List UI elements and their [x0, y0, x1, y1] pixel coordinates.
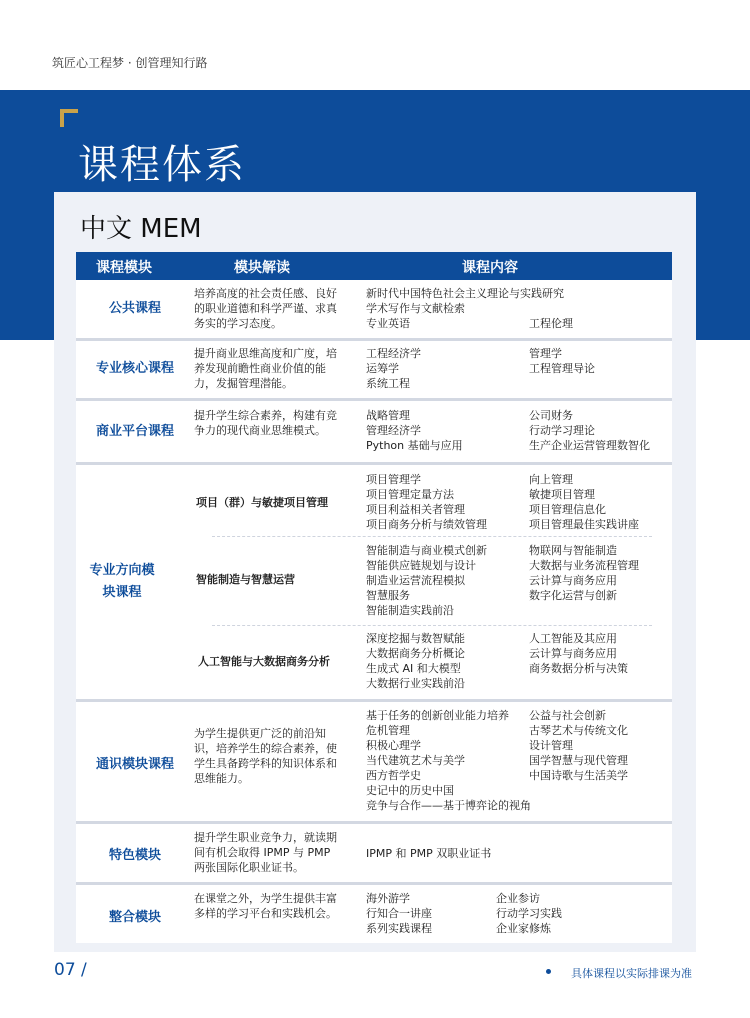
- module-description: 在课堂之外，为学生提供丰富多样的学习平台和实践机会。: [194, 892, 337, 920]
- module-name: 专业方向模块课程: [89, 563, 155, 600]
- course-item: 战略管理: [366, 409, 410, 422]
- course-item: 智能制造实践前沿: [366, 604, 454, 617]
- table-row: [76, 280, 672, 338]
- course-item: 深度挖掘与数智赋能: [366, 632, 465, 645]
- course-item: 智能制造与商业模式创新: [366, 544, 487, 557]
- course-item: 管理学: [529, 347, 562, 360]
- course-item: 工程伦理: [529, 317, 573, 330]
- course-item: 项目利益相关者管理: [366, 503, 465, 516]
- corner-accent: [60, 109, 78, 127]
- course-item: 敏捷项目管理: [529, 488, 595, 501]
- module-description: 培养高度的社会责任感、良好的职业道德和科学严谨、求真务实的学习态度。: [194, 287, 337, 330]
- course-item: 学术写作与文献检索: [366, 302, 465, 315]
- course-item: 系统工程: [366, 377, 410, 390]
- course-item: 行动学习理论: [529, 424, 595, 437]
- course-item: 公司财务: [529, 409, 573, 422]
- course-item: 企业家修炼: [496, 922, 551, 935]
- module-name: 整合模块: [108, 910, 161, 925]
- course-item: 项目管理学: [366, 473, 421, 486]
- course-item: 大数据商务分析概论: [366, 647, 465, 660]
- module-name: 专业核心课程: [95, 361, 174, 376]
- module-name: 公共课程: [108, 301, 161, 316]
- course-item: 生产企业运营管理数智化: [529, 439, 650, 452]
- bullet-dot-icon: [546, 969, 551, 974]
- direction-name: 项目（群）与敏捷项目管理: [196, 496, 328, 509]
- course-item: 管理经济学: [366, 424, 421, 437]
- course-item: 项目管理最佳实践讲座: [529, 518, 639, 531]
- course-item: 工程管理导论: [529, 362, 595, 375]
- course-item: 项目管理定量方法: [366, 488, 454, 501]
- course-item: 项目商务分析与绩效管理: [366, 518, 487, 531]
- module-description: 为学生提供更广泛的前沿知识，培养学生的综合素养，使学生具备跨学科的知识体系和思维能力。: [194, 727, 337, 785]
- course-item: 大数据行业实践前沿: [366, 677, 465, 690]
- direction-divider: [212, 536, 652, 537]
- table-header: [76, 252, 672, 280]
- course-item: 公益与社会创新: [529, 709, 606, 722]
- page-number: 07 /: [54, 960, 87, 980]
- header-module: 课程模块: [96, 260, 152, 276]
- course-item: 国学智慧与现代管理: [529, 754, 628, 767]
- course-item: 数字化运营与创新: [529, 589, 617, 602]
- course-item: 生成式 AI 和大模型: [366, 662, 461, 675]
- course-item: 竞争与合作——基于博弈论的视角: [366, 799, 531, 812]
- course-item: 中国诗歌与生活美学: [529, 769, 628, 782]
- module-description: 提升学生职业竞争力，就读期间有机会取得 IPMP 与 PMP 两张国际化职业证书。: [194, 831, 337, 874]
- page-title: 课程体系: [78, 142, 246, 188]
- course-item: 当代建筑艺术与美学: [366, 754, 465, 767]
- course-item: 危机管理: [366, 724, 410, 737]
- table-row: [76, 824, 672, 882]
- course-item: 史记中的历史中国: [366, 784, 454, 797]
- course-item: 物联网与智能制造: [529, 544, 617, 557]
- module-description: 提升商业思维高度和广度，培养发现前瞻性商业价值的能力，发掘管理潜能。: [194, 347, 337, 390]
- module-name: 商业平台课程: [95, 424, 174, 439]
- course-item: 新时代中国特色社会主义理论与实践研究: [366, 287, 564, 300]
- table-row: [76, 702, 672, 821]
- table-row: [76, 341, 672, 398]
- course-item: 海外游学: [366, 892, 410, 905]
- table-row: [76, 465, 672, 699]
- module-name: 通识模块课程: [95, 757, 174, 772]
- course-item: 古琴艺术与传统文化: [529, 724, 628, 737]
- course-item: 智慧服务: [366, 589, 410, 602]
- course-item: 商务数据分析与决策: [529, 662, 628, 675]
- header-tagline: 筑匠心工程梦 · 创管理知行路: [52, 56, 208, 70]
- course-item: 云计算与商务应用: [529, 647, 617, 660]
- course-item: 制造业运营流程模拟: [366, 574, 465, 587]
- course-item: 运筹学: [366, 362, 399, 375]
- course-item: 系列实践课程: [366, 922, 432, 935]
- course-item: 工程经济学: [366, 347, 421, 360]
- table-row: [76, 401, 672, 462]
- course-item: 行动学习实践: [496, 907, 562, 920]
- section-title: 中文 MEM: [80, 214, 202, 244]
- direction-name: 人工智能与大数据商务分析: [198, 655, 330, 668]
- direction-name: 智能制造与智慧运营: [196, 573, 295, 586]
- course-item: 积极心理学: [366, 739, 421, 752]
- header-description: 模块解读: [234, 260, 290, 276]
- course-item: 专业英语: [366, 317, 410, 330]
- direction-divider: [212, 625, 652, 626]
- course-item: 设计管理: [529, 739, 573, 752]
- course-item: 云计算与商务应用: [529, 574, 617, 587]
- course-item: 基于任务的创新创业能力培养: [366, 709, 509, 722]
- table-row: [76, 885, 672, 943]
- course-item: 项目管理信息化: [529, 503, 606, 516]
- module-name: 特色模块: [108, 848, 161, 863]
- course-item: 西方哲学史: [366, 769, 421, 782]
- footer-note: 具体课程以实际排课为准: [571, 967, 692, 980]
- course-item: 行知合一讲座: [366, 907, 432, 920]
- course-item: IPMP 和 PMP 双职业证书: [366, 847, 492, 860]
- course-item: 向上管理: [529, 473, 573, 486]
- header-content: 课程内容: [462, 260, 518, 276]
- course-item: 大数据与业务流程管理: [529, 559, 639, 572]
- course-item: 智能供应链规划与设计: [366, 559, 476, 572]
- course-item: 人工智能及其应用: [529, 632, 617, 645]
- module-description: 提升学生综合素养，构建有竞争力的现代商业思维模式。: [194, 409, 337, 437]
- course-item: Python 基础与应用: [366, 439, 463, 452]
- course-item: 企业参访: [496, 892, 540, 905]
